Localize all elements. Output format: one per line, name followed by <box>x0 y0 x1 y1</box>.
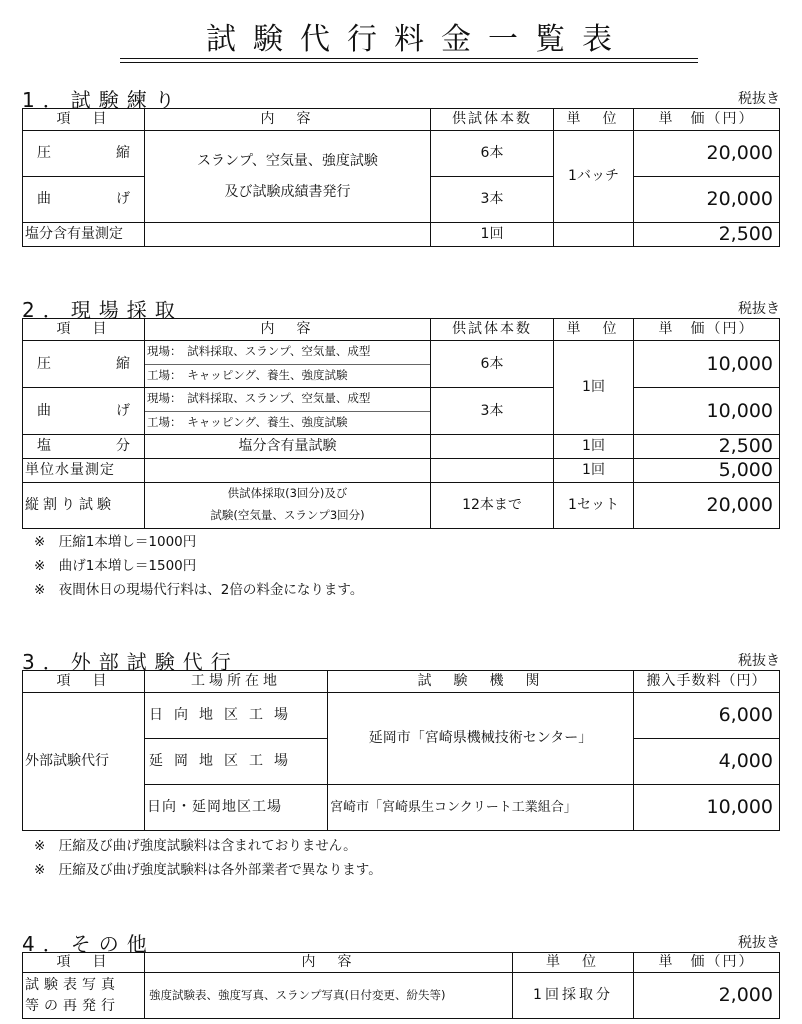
table-row-item: 単位水量測定 <box>23 458 145 482</box>
unit-cell: 1回 <box>554 435 634 459</box>
header-qty: 供試体本数 <box>431 319 554 341</box>
qty-cell: 12本まで <box>431 482 554 528</box>
header-item: 項 目 <box>23 953 145 973</box>
section-1-table <box>22 108 780 247</box>
unit-cell: 1回採取分 <box>513 973 634 1019</box>
section-2-table <box>22 318 780 529</box>
price-cell: 2,500 <box>634 435 780 459</box>
content-cell <box>145 223 431 247</box>
qty-cell <box>431 435 554 459</box>
qty-cell: 3本 <box>431 177 554 223</box>
table-row-item: 塩分含有量測定 <box>23 223 145 247</box>
content-cell: 供試体採取(3回分)及び 試験(空気量、スランプ3回分) <box>145 482 431 528</box>
factory-line: 工場： キャッピング、養生、強度試験 <box>145 364 430 388</box>
header-fee: 搬入手数料（円） <box>634 671 780 693</box>
content-cell: 塩分含有量試験 <box>145 435 431 459</box>
section-3-table <box>22 670 780 831</box>
price-cell: 10,000 <box>634 341 780 388</box>
section-2-tax-note: 税抜き <box>738 301 780 317</box>
price-cell: 2,500 <box>634 223 780 247</box>
title-underline <box>120 58 698 59</box>
header-agency: 試 験 機 関 <box>328 671 634 693</box>
section-2-title: 2．現場採取 <box>22 298 183 322</box>
price-cell: 4,000 <box>634 739 780 785</box>
header-price: 単 価（円） <box>634 109 780 131</box>
header-price: 単 価（円） <box>634 319 780 341</box>
price-cell: 20,000 <box>634 177 780 223</box>
title-underline-2 <box>120 62 698 63</box>
unit-cell: 1回 <box>554 458 634 482</box>
note: ※ 圧縮1本増し＝1000円 <box>34 534 197 550</box>
section-4-tax-note: 税抜き <box>738 935 780 951</box>
table-row-item: 圧 縮 <box>23 131 145 177</box>
section-4-table <box>22 952 780 1019</box>
header-item: 項 目 <box>23 109 145 131</box>
header-qty: 供試体本数 <box>431 109 554 131</box>
agency-cell: 宮崎市「宮崎県生コンクリート工業組合」 <box>328 785 634 831</box>
header-content: 内 容 <box>145 953 513 973</box>
header-location: 工場所在地 <box>145 671 328 693</box>
header-content: 内 容 <box>145 109 431 131</box>
note: ※ 圧縮及び曲げ強度試験料は各外部業者で異なります。 <box>34 862 382 878</box>
content-cell: スランプ、空気量、強度試験 及び試験成績書発行 <box>145 131 431 223</box>
page-title: 試験代行料金一覧表 <box>206 22 629 57</box>
content-cell: 強度試験表、強度写真、スランプ写真(日付変更、紛失等) <box>145 973 513 1019</box>
header-unit: 単 位 <box>513 953 634 973</box>
price-cell: 20,000 <box>634 131 780 177</box>
content-cell <box>145 458 431 482</box>
content-cell <box>145 388 431 435</box>
price-cell: 10,000 <box>634 388 780 435</box>
table-row-item: 試験表写真 等の再発行 <box>23 973 145 1019</box>
price-cell: 20,000 <box>634 482 780 528</box>
price-cell: 5,000 <box>634 458 780 482</box>
qty-cell: 6本 <box>431 131 554 177</box>
header-unit: 単 位 <box>554 319 634 341</box>
qty-cell: 1回 <box>431 223 554 247</box>
header-price: 単 価（円） <box>634 953 780 973</box>
unit-cell: 1セット <box>554 482 634 528</box>
qty-cell <box>431 458 554 482</box>
header-item: 項 目 <box>23 671 145 693</box>
section-4-title: 4．その他 <box>22 932 155 956</box>
agency-cell: 延岡市「宮崎県機械技術センター」 <box>328 693 634 785</box>
unit-cell <box>554 223 634 247</box>
header-content: 内 容 <box>145 319 431 341</box>
location-cell: 延岡地区工場 <box>145 739 328 785</box>
note: ※ 夜間休日の現場代行料は、2倍の料金になります。 <box>34 582 364 598</box>
header-item: 項 目 <box>23 319 145 341</box>
price-cell: 10,000 <box>634 785 780 831</box>
unit-cell: 1回 <box>554 341 634 435</box>
table-row-item: 外部試験代行 <box>23 693 145 831</box>
unit-cell: 1バッチ <box>554 131 634 223</box>
location-cell: 日向・延岡地区工場 <box>145 785 328 831</box>
content-cell <box>145 341 431 388</box>
location-cell: 日向地区工場 <box>145 693 328 739</box>
qty-cell: 6本 <box>431 341 554 388</box>
table-row-item: 圧 縮 <box>23 341 145 388</box>
section-3-title: 3．外部試験代行 <box>22 650 239 674</box>
section-1-tax-note: 税抜き <box>738 91 780 107</box>
note: ※ 圧縮及び曲げ強度試験料は含まれておりません。 <box>34 838 357 854</box>
table-row-item: 曲 げ <box>23 388 145 435</box>
table-row-item: 縦割り試験 <box>23 482 145 528</box>
section-3-tax-note: 税抜き <box>738 653 780 669</box>
price-cell: 6,000 <box>634 693 780 739</box>
factory-line: 工場： キャッピング、養生、強度試験 <box>145 411 430 435</box>
section-1-title: 1．試験練り <box>22 88 183 112</box>
price-cell: 2,000 <box>634 973 780 1019</box>
table-row-item: 曲 げ <box>23 177 145 223</box>
note: ※ 曲げ1本増し＝1500円 <box>34 558 197 574</box>
table-row-item: 塩 分 <box>23 435 145 459</box>
header-unit: 単 位 <box>554 109 634 131</box>
site-line: 現場： 試料採取、スランプ、空気量、成型 <box>147 344 371 359</box>
site-line: 現場： 試料採取、スランプ、空気量、成型 <box>147 391 371 406</box>
qty-cell: 3本 <box>431 388 554 435</box>
